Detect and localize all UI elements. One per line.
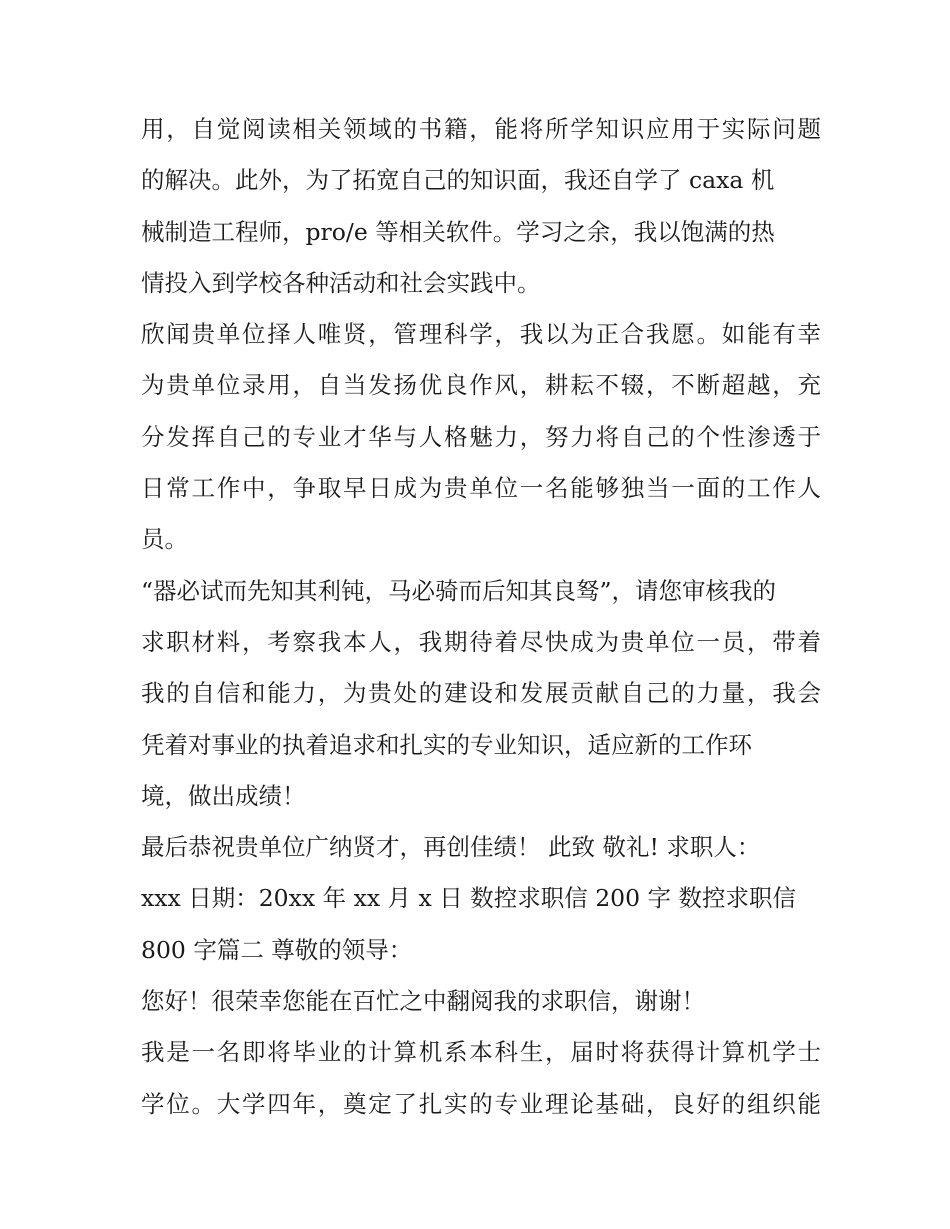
text-line: 我的自信和能力，为贵处的建设和发展贡献自己的力量，我会 (141, 679, 821, 708)
text-line: 800 字篇二 尊敬的领导： (141, 935, 413, 964)
text-line: “器必试而先知其利钝，马必骑而后知其良驽”，请您审核我的 (141, 576, 777, 605)
text-line: 员。 (141, 525, 188, 554)
text-line: 械制造工程师，pro/e 等相关软件。学习之余，我以饱满的热 (141, 217, 775, 246)
text-line: 欣闻贵单位择人唯贤，管理科学，我以为正合我愿。如能有幸 (141, 320, 821, 349)
text-line: 求职材料，考察我本人，我期待着尽快成为贵单位一员，带着 (141, 627, 821, 656)
text-line: 学位。大学四年，奠定了扎实的专业理论基础，良好的组织能 (141, 1089, 821, 1118)
text-line: 情投入到学校各种活动和社会实践中。 (141, 268, 541, 297)
letter-body (141, 104, 821, 1130)
text-line: 分发挥自己的专业才华与人格魅力，努力将自己的个性渗透于 (141, 422, 821, 451)
text-line: 的解决。此外，为了拓宽自己的知识面，我还自学了 caxa 机 (141, 166, 775, 195)
text-line: 我是一名即将毕业的计算机系本科生，届时将获得计算机学士 (141, 1038, 821, 1067)
text-line: xxx 日期：20xx 年 xx 月 x 日 数控求职信 200 字 数控求职信 (141, 884, 796, 913)
text-line: 日常工作中，争取早日成为贵单位一名能够独当一面的工作人 (141, 474, 821, 503)
text-line: 用，自觉阅读相关领域的书籍，能将所学知识应用于实际问题 (141, 115, 821, 143)
text-line: 境，做出成绩！ (141, 781, 306, 810)
text-line: 凭着对事业的执着追求和扎实的专业知识，适应新的工作环 (141, 730, 752, 759)
text-line: 您好！很荣幸您能在百忙之中翻阅我的求职信，谢谢！ (141, 987, 705, 1016)
text-line: 最后恭祝贵单位广纳贤才，再创佳绩！ 此致 敬礼! 求职人： (141, 833, 761, 862)
text-line: 为贵单位录用，自当发扬优良作风，耕耘不辍，不断超越，充 (141, 371, 821, 400)
